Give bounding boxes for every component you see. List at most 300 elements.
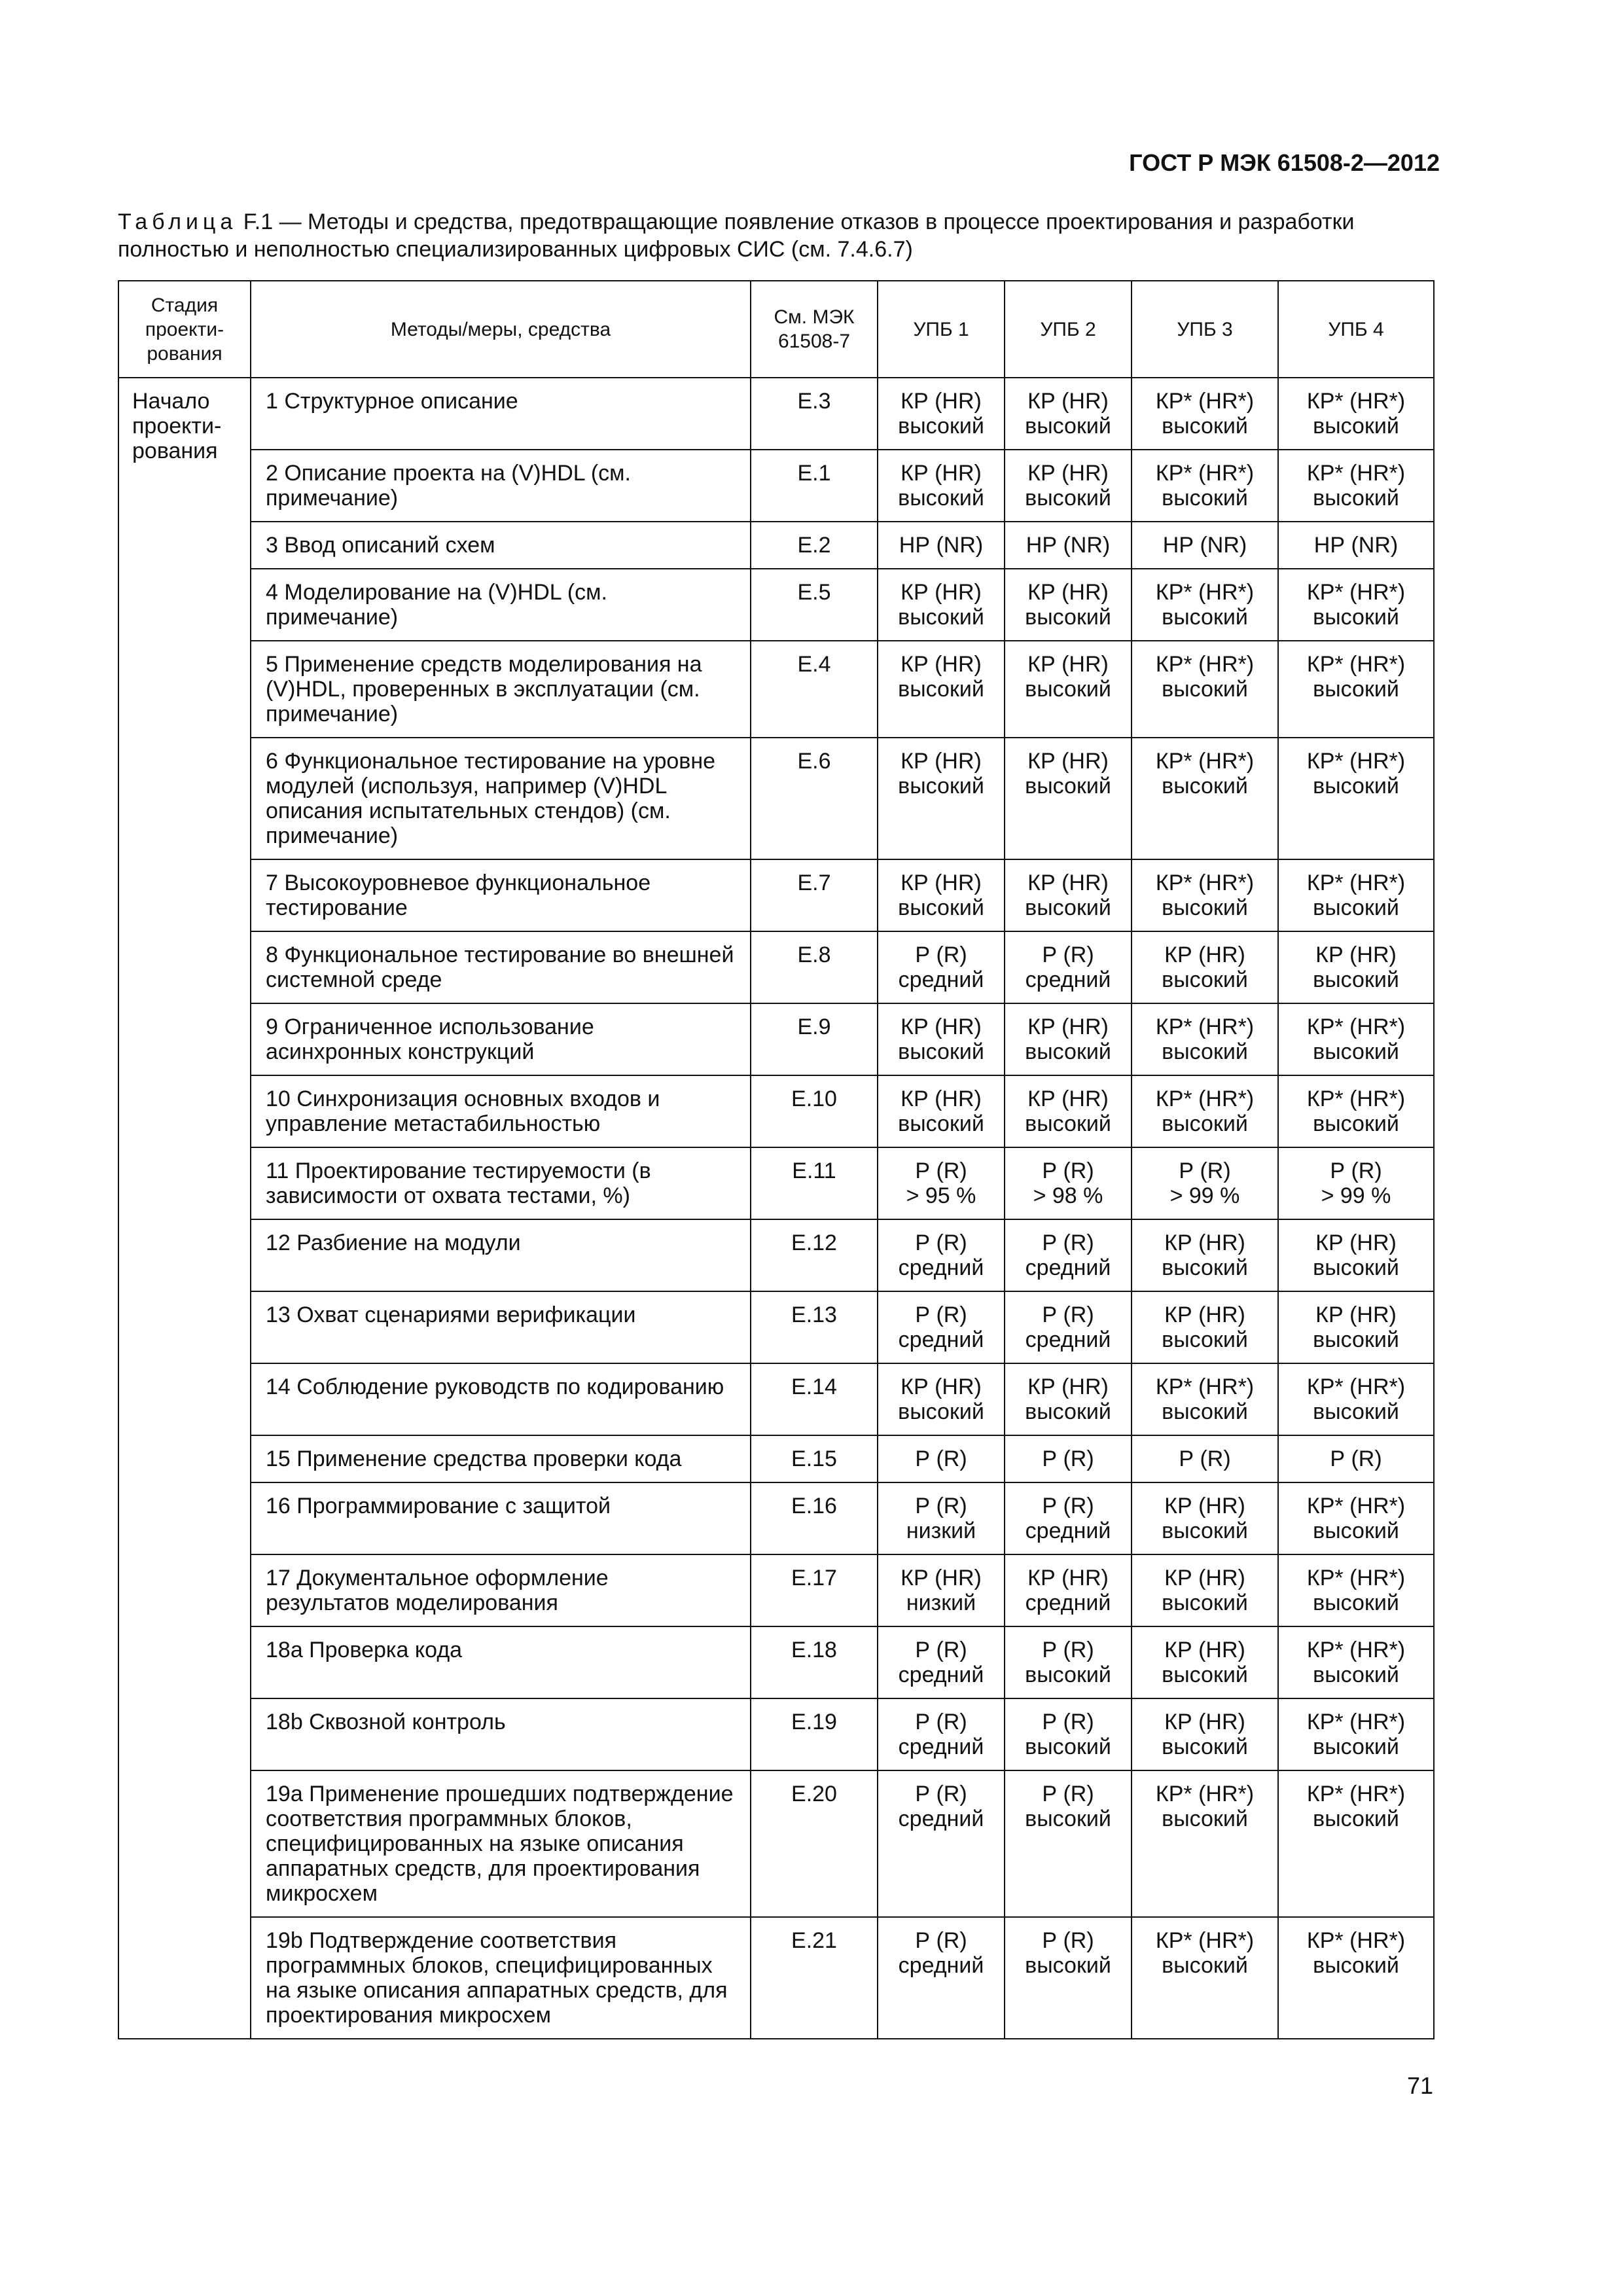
- method-cell: 8 Функциональное тестирование во внешней системной среде: [251, 931, 751, 1003]
- sil3-cell: [1132, 1075, 1278, 1147]
- recommendation-label: КР* (HR*): [1155, 389, 1255, 414]
- header-sil3: УПБ 3: [1132, 281, 1278, 378]
- sil1-cell: [878, 1626, 1005, 1698]
- effectiveness-label: высокий: [1025, 1039, 1111, 1064]
- table-row: [118, 450, 1434, 522]
- table-header-row: [118, 281, 1434, 378]
- sil1-cell: [878, 1147, 1005, 1219]
- sil2-cell: [1005, 378, 1132, 450]
- sil3-cell: [1132, 1363, 1278, 1435]
- sil2-cell: [1005, 522, 1132, 569]
- effectiveness-label: высокий: [1162, 774, 1248, 798]
- header-sil1: УПБ 1: [878, 281, 1005, 378]
- table-row: [118, 641, 1434, 738]
- recommendation-label: НР (NR): [1162, 533, 1247, 558]
- sil4-cell: [1278, 1917, 1434, 2039]
- table-row: [118, 522, 1434, 569]
- recommendation-label: Р (R): [915, 1928, 967, 1953]
- recommendation-label: КР (HR): [1027, 870, 1109, 895]
- recommendation-label: КР (HR): [1164, 1710, 1245, 1734]
- recommendation-label: КР* (HR*): [1306, 1014, 1406, 1039]
- sil1-cell: [878, 738, 1005, 859]
- effectiveness-label: высокий: [1025, 605, 1111, 630]
- effectiveness-label: > 95 %: [906, 1183, 976, 1208]
- recommendation-label: Р (R): [1042, 1782, 1094, 1806]
- reference-cell: E.3: [751, 378, 878, 450]
- recommendation-label: КР (HR): [1027, 461, 1109, 486]
- effectiveness-label: средний: [898, 1806, 984, 1831]
- table-row: [118, 1917, 1434, 2039]
- sil4-cell: [1278, 1219, 1434, 1291]
- recommendation-label: КР (HR): [1164, 1302, 1245, 1327]
- effectiveness-label: высокий: [1313, 1590, 1399, 1615]
- effectiveness-label: высокий: [898, 605, 984, 630]
- table-row: [118, 1770, 1434, 1917]
- method-cell: 19a Применение прошедших подтверждение соответствия программных блоков, специфицированных на языке описания аппаратных средств, для проектирования микросхем: [251, 1770, 751, 1917]
- sil4-cell: [1278, 1363, 1434, 1435]
- effectiveness-label: высокий: [1162, 1255, 1248, 1280]
- effectiveness-label: высокий: [1313, 895, 1399, 920]
- method-cell: 11 Проектирование тестируемости (в зависимости от охвата тестами, %): [251, 1147, 751, 1219]
- sil2-cell: [1005, 1770, 1132, 1917]
- method-cell: 13 Охват сценариями верификации: [251, 1291, 751, 1363]
- table-row: [118, 1554, 1434, 1626]
- sil3-cell: [1132, 569, 1278, 641]
- sil4-cell: [1278, 378, 1434, 450]
- sil1-cell: [878, 522, 1005, 569]
- sil4-cell: [1278, 1554, 1434, 1626]
- sil4-cell: [1278, 450, 1434, 522]
- recommendation-label: НР (NR): [899, 533, 984, 558]
- effectiveness-label: высокий: [898, 1039, 984, 1064]
- sil1-cell: [878, 1917, 1005, 2039]
- recommendation-label: Р (R): [1330, 1446, 1382, 1471]
- sil3-cell: [1132, 1698, 1278, 1770]
- sil3-cell: [1132, 1554, 1278, 1626]
- effectiveness-label: низкий: [906, 1518, 976, 1543]
- recommendation-label: КР (HR): [901, 870, 982, 895]
- recommendation-label: Р (R): [915, 1710, 967, 1734]
- effectiveness-label: высокий: [1313, 1953, 1399, 1978]
- recommendation-label: Р (R): [1042, 1928, 1094, 1953]
- recommendation-label: Р (R): [1042, 1302, 1094, 1327]
- recommendation-label: Р (R): [915, 1782, 967, 1806]
- effectiveness-label: высокий: [1162, 605, 1248, 630]
- recommendation-label: КР* (HR*): [1306, 1638, 1406, 1662]
- sil1-cell: [878, 859, 1005, 931]
- recommendation-label: КР (HR): [1164, 1494, 1245, 1518]
- sil4-cell: [1278, 1003, 1434, 1075]
- effectiveness-label: высокий: [1313, 414, 1399, 439]
- effectiveness-label: высокий: [1162, 1590, 1248, 1615]
- sil2-cell: [1005, 641, 1132, 738]
- effectiveness-label: высокий: [1313, 486, 1399, 511]
- methods-table: [118, 280, 1435, 2039]
- effectiveness-label: высокий: [1313, 1518, 1399, 1543]
- method-cell: 16 Программирование с защитой: [251, 1482, 751, 1554]
- method-cell: 12 Разбиение на модули: [251, 1219, 751, 1291]
- effectiveness-label: средний: [898, 967, 984, 992]
- recommendation-label: КР* (HR*): [1306, 870, 1406, 895]
- method-cell: 14 Соблюдение руководств по кодированию: [251, 1363, 751, 1435]
- effectiveness-label: высокий: [1025, 1399, 1111, 1424]
- sil2-cell: [1005, 1917, 1132, 2039]
- effectiveness-label: высокий: [1313, 1111, 1399, 1136]
- sil2-cell: [1005, 1554, 1132, 1626]
- recommendation-label: КР* (HR*): [1155, 1086, 1255, 1111]
- page-number: 71: [1406, 2072, 1433, 2099]
- method-cell: 3 Ввод описаний схем: [251, 522, 751, 569]
- reference-cell: E.5: [751, 569, 878, 641]
- recommendation-label: КР (HR): [1164, 1638, 1245, 1662]
- recommendation-label: Р (R): [1179, 1158, 1231, 1183]
- recommendation-label: Р (R): [915, 1302, 967, 1327]
- sil1-cell: [878, 1554, 1005, 1626]
- recommendation-label: КР (HR): [1027, 1014, 1109, 1039]
- table-caption: [118, 208, 1433, 263]
- recommendation-label: КР (HR): [901, 749, 982, 774]
- sil1-cell: [878, 450, 1005, 522]
- recommendation-label: КР* (HR*): [1155, 461, 1255, 486]
- effectiveness-label: высокий: [1162, 1953, 1248, 1978]
- caption-lead: Таблица: [118, 209, 238, 234]
- sil2-cell: [1005, 1075, 1132, 1147]
- recommendation-label: Р (R): [915, 1158, 967, 1183]
- recommendation-label: КР* (HR*): [1306, 461, 1406, 486]
- sil4-cell: [1278, 1435, 1434, 1482]
- method-cell: 5 Применение средств моделирования на (V)HDL, проверенных в эксплуатации (см. примечание): [251, 641, 751, 738]
- sil1-cell: [878, 931, 1005, 1003]
- sil1-cell: [878, 1435, 1005, 1482]
- sil1-cell: [878, 1770, 1005, 1917]
- recommendation-label: Р (R): [915, 1446, 967, 1471]
- effectiveness-label: высокий: [1025, 774, 1111, 798]
- effectiveness-label: высокий: [1313, 1662, 1399, 1687]
- effectiveness-label: высокий: [898, 677, 984, 702]
- header-sil4: УПБ 4: [1278, 281, 1434, 378]
- effectiveness-label: высокий: [898, 1399, 984, 1424]
- recommendation-label: КР (HR): [1164, 1230, 1245, 1255]
- sil1-cell: [878, 1482, 1005, 1554]
- sil3-cell: [1132, 522, 1278, 569]
- effectiveness-label: средний: [1025, 1255, 1111, 1280]
- method-cell: 10 Синхронизация основных входов и управление метастабильностью: [251, 1075, 751, 1147]
- sil4-cell: [1278, 1482, 1434, 1554]
- sil2-cell: [1005, 450, 1132, 522]
- effectiveness-label: высокий: [1025, 414, 1111, 439]
- effectiveness-label: высокий: [1313, 1327, 1399, 1352]
- effectiveness-label: средний: [898, 1734, 984, 1759]
- method-cell: 19b Подтверждение соответствия программных блоков, специфицированных на языке описания аппаратных средств, для проектирования микросхем: [251, 1917, 751, 2039]
- sil4-cell: [1278, 569, 1434, 641]
- reference-cell: E.7: [751, 859, 878, 931]
- recommendation-label: НР (NR): [1313, 533, 1399, 558]
- effectiveness-label: высокий: [1162, 677, 1248, 702]
- recommendation-label: КР* (HR*): [1306, 1928, 1406, 1953]
- effectiveness-label: высокий: [1313, 1255, 1399, 1280]
- method-cell: 17 Документальное оформление результатов моделирования: [251, 1554, 751, 1626]
- sil3-cell: [1132, 859, 1278, 931]
- sil4-cell: [1278, 931, 1434, 1003]
- sil2-cell: [1005, 1147, 1132, 1219]
- recommendation-label: КР* (HR*): [1155, 749, 1255, 774]
- method-cell: 1 Структурное описание: [251, 378, 751, 450]
- table-body: [118, 378, 1434, 2039]
- sil2-cell: [1005, 569, 1132, 641]
- table-row: [118, 1147, 1434, 1219]
- recommendation-label: Р (R): [1042, 1230, 1094, 1255]
- recommendation-label: КР* (HR*): [1155, 870, 1255, 895]
- method-cell: 9 Ограниченное использование асинхронных конструкций: [251, 1003, 751, 1075]
- recommendation-label: КР* (HR*): [1306, 1566, 1406, 1590]
- effectiveness-label: высокий: [1025, 1111, 1111, 1136]
- recommendation-label: КР* (HR*): [1306, 652, 1406, 677]
- sil4-cell: [1278, 1698, 1434, 1770]
- header-sil2: УПБ 2: [1005, 281, 1132, 378]
- sil2-cell: [1005, 1291, 1132, 1363]
- effectiveness-label: высокий: [1162, 1662, 1248, 1687]
- reference-cell: E.20: [751, 1770, 878, 1917]
- sil1-cell: [878, 1219, 1005, 1291]
- stage-cell: Начало проекти-рования: [118, 378, 251, 2039]
- effectiveness-label: высокий: [1025, 1953, 1111, 1978]
- recommendation-label: Р (R): [1179, 1446, 1231, 1471]
- recommendation-label: КР* (HR*): [1306, 389, 1406, 414]
- effectiveness-label: высокий: [1162, 1399, 1248, 1424]
- recommendation-label: КР* (HR*): [1306, 1086, 1406, 1111]
- recommendation-label: КР (HR): [1027, 389, 1109, 414]
- table-row: [118, 1363, 1434, 1435]
- effectiveness-label: > 99 %: [1321, 1183, 1391, 1208]
- header-methods: Методы/меры, средства: [251, 281, 751, 378]
- sil1-cell: [878, 1698, 1005, 1770]
- recommendation-label: КР* (HR*): [1155, 1374, 1255, 1399]
- effectiveness-label: средний: [898, 1953, 984, 1978]
- sil4-cell: [1278, 522, 1434, 569]
- reference-cell: E.16: [751, 1482, 878, 1554]
- recommendation-label: КР (HR): [1027, 1086, 1109, 1111]
- table-row: [118, 1003, 1434, 1075]
- sil3-cell: [1132, 1482, 1278, 1554]
- effectiveness-label: высокий: [1025, 486, 1111, 511]
- table-row: [118, 931, 1434, 1003]
- sil1-cell: [878, 569, 1005, 641]
- recommendation-label: КР* (HR*): [1155, 580, 1255, 605]
- effectiveness-label: средний: [898, 1327, 984, 1352]
- effectiveness-label: средний: [1025, 1327, 1111, 1352]
- method-cell: 2 Описание проекта на (V)HDL (см. примечание): [251, 450, 751, 522]
- effectiveness-label: высокий: [1313, 1039, 1399, 1064]
- effectiveness-label: высокий: [1162, 1111, 1248, 1136]
- page-header: ГОСТ Р МЭК 61508-2—2012: [1129, 149, 1440, 176]
- recommendation-label: КР* (HR*): [1306, 1374, 1406, 1399]
- recommendation-label: Р (R): [1042, 942, 1094, 967]
- recommendation-label: КР* (HR*): [1155, 652, 1255, 677]
- recommendation-label: Р (R): [915, 1638, 967, 1662]
- reference-cell: E.21: [751, 1917, 878, 2039]
- effectiveness-label: высокий: [1313, 1399, 1399, 1424]
- sil2-cell: [1005, 1698, 1132, 1770]
- sil4-cell: [1278, 738, 1434, 859]
- recommendation-label: НР (NR): [1026, 533, 1111, 558]
- sil2-cell: [1005, 738, 1132, 859]
- recommendation-label: КР (HR): [1315, 942, 1397, 967]
- recommendation-label: КР (HR): [1164, 1566, 1245, 1590]
- recommendation-label: КР (HR): [1027, 1566, 1109, 1590]
- reference-cell: E.1: [751, 450, 878, 522]
- effectiveness-label: высокий: [1313, 774, 1399, 798]
- sil3-cell: [1132, 1219, 1278, 1291]
- sil3-cell: [1132, 1291, 1278, 1363]
- sil2-cell: [1005, 1482, 1132, 1554]
- reference-cell: E.19: [751, 1698, 878, 1770]
- sil2-cell: [1005, 859, 1132, 931]
- header-stage: Стадия проекти-рования: [118, 281, 251, 378]
- table-row: [118, 1435, 1434, 1482]
- effectiveness-label: высокий: [1162, 1806, 1248, 1831]
- header-reference: См. МЭК 61508-7: [751, 281, 878, 378]
- effectiveness-label: средний: [1025, 967, 1111, 992]
- recommendation-label: Р (R): [915, 1494, 967, 1518]
- effectiveness-label: высокий: [898, 414, 984, 439]
- method-cell: 7 Высокоуровневое функциональное тестирование: [251, 859, 751, 931]
- effectiveness-label: > 99 %: [1169, 1183, 1240, 1208]
- recommendation-label: Р (R): [1042, 1494, 1094, 1518]
- effectiveness-label: высокий: [1025, 1662, 1111, 1687]
- effectiveness-label: высокий: [1313, 1734, 1399, 1759]
- recommendation-label: Р (R): [915, 1230, 967, 1255]
- sil2-cell: [1005, 1363, 1132, 1435]
- sil3-cell: [1132, 641, 1278, 738]
- sil2-cell: [1005, 1626, 1132, 1698]
- effectiveness-label: высокий: [898, 1111, 984, 1136]
- effectiveness-label: средний: [898, 1255, 984, 1280]
- table-row: [118, 1482, 1434, 1554]
- recommendation-label: КР (HR): [901, 652, 982, 677]
- sil3-cell: [1132, 1003, 1278, 1075]
- effectiveness-label: высокий: [1313, 1806, 1399, 1831]
- sil4-cell: [1278, 1075, 1434, 1147]
- method-cell: 4 Моделирование на (V)HDL (см. примечание): [251, 569, 751, 641]
- effectiveness-label: средний: [1025, 1590, 1111, 1615]
- sil4-cell: [1278, 1291, 1434, 1363]
- effectiveness-label: высокий: [1313, 677, 1399, 702]
- sil1-cell: [878, 378, 1005, 450]
- recommendation-label: КР* (HR*): [1306, 1782, 1406, 1806]
- method-cell: 18b Сквозной контроль: [251, 1698, 751, 1770]
- recommendation-label: КР (HR): [1027, 1374, 1109, 1399]
- recommendation-label: Р (R): [1042, 1446, 1094, 1471]
- reference-cell: E.10: [751, 1075, 878, 1147]
- sil1-cell: [878, 1363, 1005, 1435]
- effectiveness-label: высокий: [1162, 967, 1248, 992]
- reference-cell: E.4: [751, 641, 878, 738]
- recommendation-label: КР (HR): [901, 580, 982, 605]
- recommendation-label: КР (HR): [1315, 1230, 1397, 1255]
- table-row: [118, 378, 1434, 450]
- effectiveness-label: высокий: [898, 774, 984, 798]
- effectiveness-label: высокий: [1025, 677, 1111, 702]
- recommendation-label: КР (HR): [901, 1014, 982, 1039]
- sil2-cell: [1005, 1219, 1132, 1291]
- reference-cell: E.18: [751, 1626, 878, 1698]
- recommendation-label: КР* (HR*): [1306, 749, 1406, 774]
- recommendation-label: Р (R): [1042, 1710, 1094, 1734]
- sil3-cell: [1132, 738, 1278, 859]
- sil4-cell: [1278, 641, 1434, 738]
- effectiveness-label: высокий: [1162, 1039, 1248, 1064]
- effectiveness-label: > 98 %: [1033, 1183, 1103, 1208]
- reference-cell: E.14: [751, 1363, 878, 1435]
- sil4-cell: [1278, 1770, 1434, 1917]
- table-row: [118, 569, 1434, 641]
- reference-cell: E.13: [751, 1291, 878, 1363]
- effectiveness-label: средний: [898, 1662, 984, 1687]
- recommendation-label: КР (HR): [901, 461, 982, 486]
- table-row: [118, 1626, 1434, 1698]
- recommendation-label: КР (HR): [901, 389, 982, 414]
- method-cell: 6 Функциональное тестирование на уровне модулей (используя, например (V)HDL описания испытательных стендов) (см. примечание): [251, 738, 751, 859]
- method-cell: 18a Проверка кода: [251, 1626, 751, 1698]
- sil3-cell: [1132, 450, 1278, 522]
- reference-cell: E.17: [751, 1554, 878, 1626]
- effectiveness-label: высокий: [1162, 1734, 1248, 1759]
- effectiveness-label: высокий: [1162, 1327, 1248, 1352]
- reference-cell: E.9: [751, 1003, 878, 1075]
- table-row: [118, 1291, 1434, 1363]
- sil1-cell: [878, 1291, 1005, 1363]
- recommendation-label: Р (R): [1330, 1158, 1382, 1183]
- sil4-cell: [1278, 859, 1434, 931]
- recommendation-label: КР* (HR*): [1306, 580, 1406, 605]
- sil3-cell: [1132, 1917, 1278, 2039]
- recommendation-label: КР* (HR*): [1155, 1014, 1255, 1039]
- reference-cell: E.8: [751, 931, 878, 1003]
- caption-text: F.1 — Методы и средства, предотвращающие появление отказов в процессе проектирования и разработки полностью и неполностью специализированных цифровых СИС (см. 7.4.6.7): [118, 209, 1355, 262]
- recommendation-label: КР (HR): [901, 1086, 982, 1111]
- sil3-cell: [1132, 378, 1278, 450]
- effectiveness-label: высокий: [1162, 1518, 1248, 1543]
- effectiveness-label: высокий: [1313, 605, 1399, 630]
- recommendation-label: Р (R): [1042, 1638, 1094, 1662]
- recommendation-label: КР* (HR*): [1306, 1710, 1406, 1734]
- recommendation-label: Р (R): [915, 942, 967, 967]
- method-cell: 15 Применение средства проверки кода: [251, 1435, 751, 1482]
- reference-cell: E.2: [751, 522, 878, 569]
- recommendation-label: КР (HR): [1164, 942, 1245, 967]
- recommendation-label: КР* (HR*): [1306, 1494, 1406, 1518]
- effectiveness-label: низкий: [906, 1590, 976, 1615]
- reference-cell: E.15: [751, 1435, 878, 1482]
- recommendation-label: КР (HR): [901, 1566, 982, 1590]
- recommendation-label: КР (HR): [901, 1374, 982, 1399]
- effectiveness-label: высокий: [1313, 967, 1399, 992]
- recommendation-label: Р (R): [1042, 1158, 1094, 1183]
- table-row: [118, 1219, 1434, 1291]
- reference-cell: E.11: [751, 1147, 878, 1219]
- recommendation-label: КР (HR): [1315, 1302, 1397, 1327]
- recommendation-label: КР (HR): [1027, 749, 1109, 774]
- effectiveness-label: высокий: [1025, 1806, 1111, 1831]
- effectiveness-label: высокий: [898, 895, 984, 920]
- effectiveness-label: высокий: [1162, 414, 1248, 439]
- sil2-cell: [1005, 1003, 1132, 1075]
- sil3-cell: [1132, 1770, 1278, 1917]
- table-row: [118, 859, 1434, 931]
- sil3-cell: [1132, 1147, 1278, 1219]
- sil2-cell: [1005, 931, 1132, 1003]
- sil1-cell: [878, 641, 1005, 738]
